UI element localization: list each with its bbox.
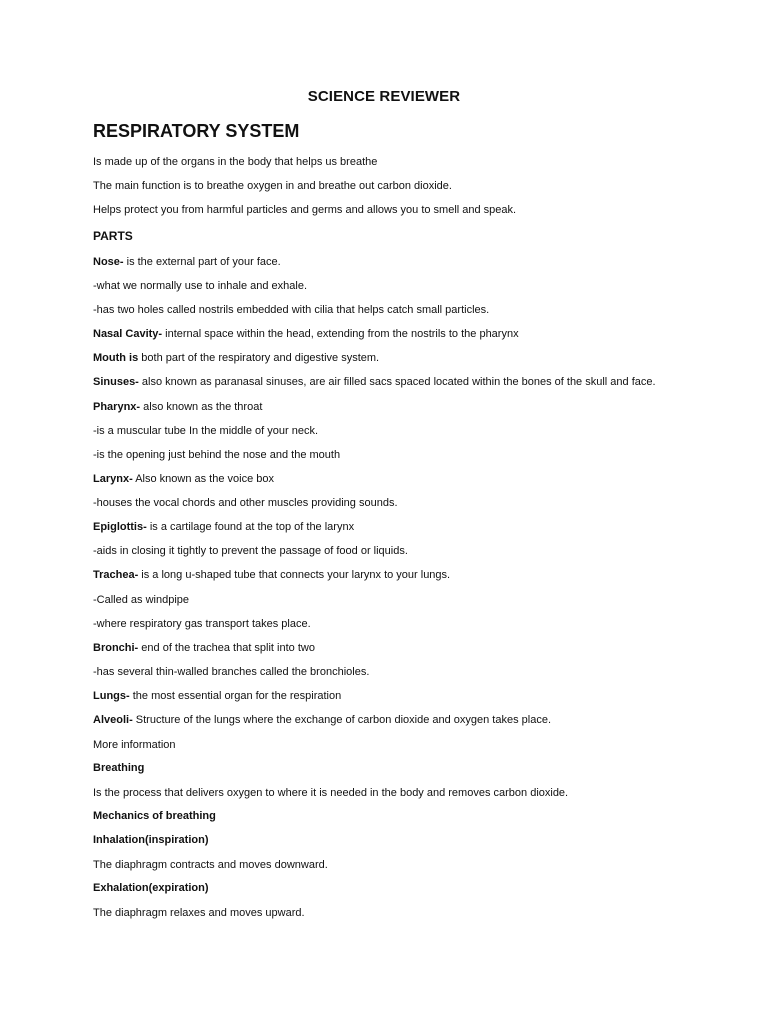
mechanics-heading: Mechanics of breathing [93, 810, 216, 822]
trachea-note-2: -where respiratory gas transport takes place. [93, 618, 311, 630]
inhalation-definition: The diaphragm contracts and moves downward. [93, 859, 328, 871]
document-title: SCIENCE REVIEWER [307, 88, 461, 105]
term-pharynx: Pharynx- [93, 401, 141, 413]
part-bronchi [93, 641, 315, 655]
part-trachea [93, 568, 450, 582]
trachea-note-1: -Called as windpipe [93, 594, 189, 606]
term-mouth: Mouth is [93, 352, 139, 364]
pharynx-note-1: -is a muscular tube In the middle of your neck. [93, 425, 318, 437]
intro-line-2: The main function is to breathe oxygen in and breathe out carbon dioxide. [93, 180, 452, 192]
definition-lungs: the most essential organ for the respiration [129, 690, 342, 702]
term-trachea: Trachea- [93, 569, 139, 581]
definition-alveoli: Structure of the lungs where the exchange of carbon dioxide and oxygen takes place. [132, 714, 552, 726]
more-information: More information [93, 739, 176, 751]
part-larynx [93, 472, 274, 486]
part-nasal-cavity [93, 327, 519, 341]
breathing-definition: Is the process that delivers oxygen to where it is needed in the body and removes carbon dioxide. [93, 787, 569, 799]
section-title: RESPIRATORY SYSTEM [93, 121, 300, 141]
nose-note-2: -has two holes called nostrils embedded with cilia that helps catch small particles. [93, 304, 490, 316]
larynx-note-1: -houses the vocal chords and other muscles providing sounds. [93, 497, 398, 509]
definition-nasal-cavity: internal space within the head, extending from the nostrils to the pharynx [162, 328, 519, 340]
term-sinuses: Sinuses- [93, 376, 139, 388]
definition-larynx: Also known as the voice box [132, 473, 274, 485]
term-nasal-cavity: Nasal Cavity- [93, 328, 163, 340]
nose-note-1: -what we normally use to inhale and exhale. [93, 280, 308, 292]
definition-sinuses: also known as paranasal sinuses, are air filled sacs spaced located within the bones of the skull and face. [138, 376, 656, 388]
term-nose: Nose- [93, 256, 124, 268]
pharynx-note-2: -is the opening just behind the nose and the mouth [93, 449, 341, 461]
epiglottis-note-1: -aids in closing it tightly to prevent the passage of food or liquids. [93, 545, 408, 557]
term-larynx: Larynx- [93, 473, 133, 485]
parts-heading: PARTS [93, 229, 133, 243]
definition-pharynx: also known as the throat [140, 401, 263, 413]
part-alveoli [93, 713, 551, 727]
part-mouth [93, 351, 379, 365]
part-epiglottis [93, 520, 354, 534]
part-sinuses [93, 375, 656, 389]
term-alveoli: Alveoli- [93, 714, 133, 726]
exhalation-heading: Exhalation(expiration) [93, 882, 209, 894]
part-nose [93, 255, 281, 269]
definition-nose: is the external part of your face. [123, 256, 281, 268]
exhalation-definition: The diaphragm relaxes and moves upward. [93, 907, 305, 919]
definition-epiglottis: is a cartilage found at the top of the larynx [146, 521, 355, 533]
intro-line-3: Helps protect you from harmful particles and germs and allows you to smell and speak. [93, 204, 517, 216]
definition-mouth: both part of the respiratory and digestive system. [138, 352, 380, 364]
inhalation-heading: Inhalation(inspiration) [93, 834, 209, 846]
definition-trachea: is a long u-shaped tube that connects your larynx to your lungs. [138, 569, 451, 581]
bronchi-note-1: -has several thin-walled branches called the bronchioles. [93, 666, 370, 678]
definition-bronchi: end of the trachea that split into two [138, 642, 315, 654]
part-pharynx [93, 400, 262, 414]
intro-line-1: Is made up of the organs in the body that helps us breathe [93, 156, 378, 168]
term-epiglottis: Epiglottis- [93, 521, 147, 533]
breathing-heading: Breathing [93, 762, 145, 774]
term-bronchi: Bronchi- [93, 642, 139, 654]
part-lungs [93, 689, 341, 703]
term-lungs: Lungs- [93, 690, 130, 702]
